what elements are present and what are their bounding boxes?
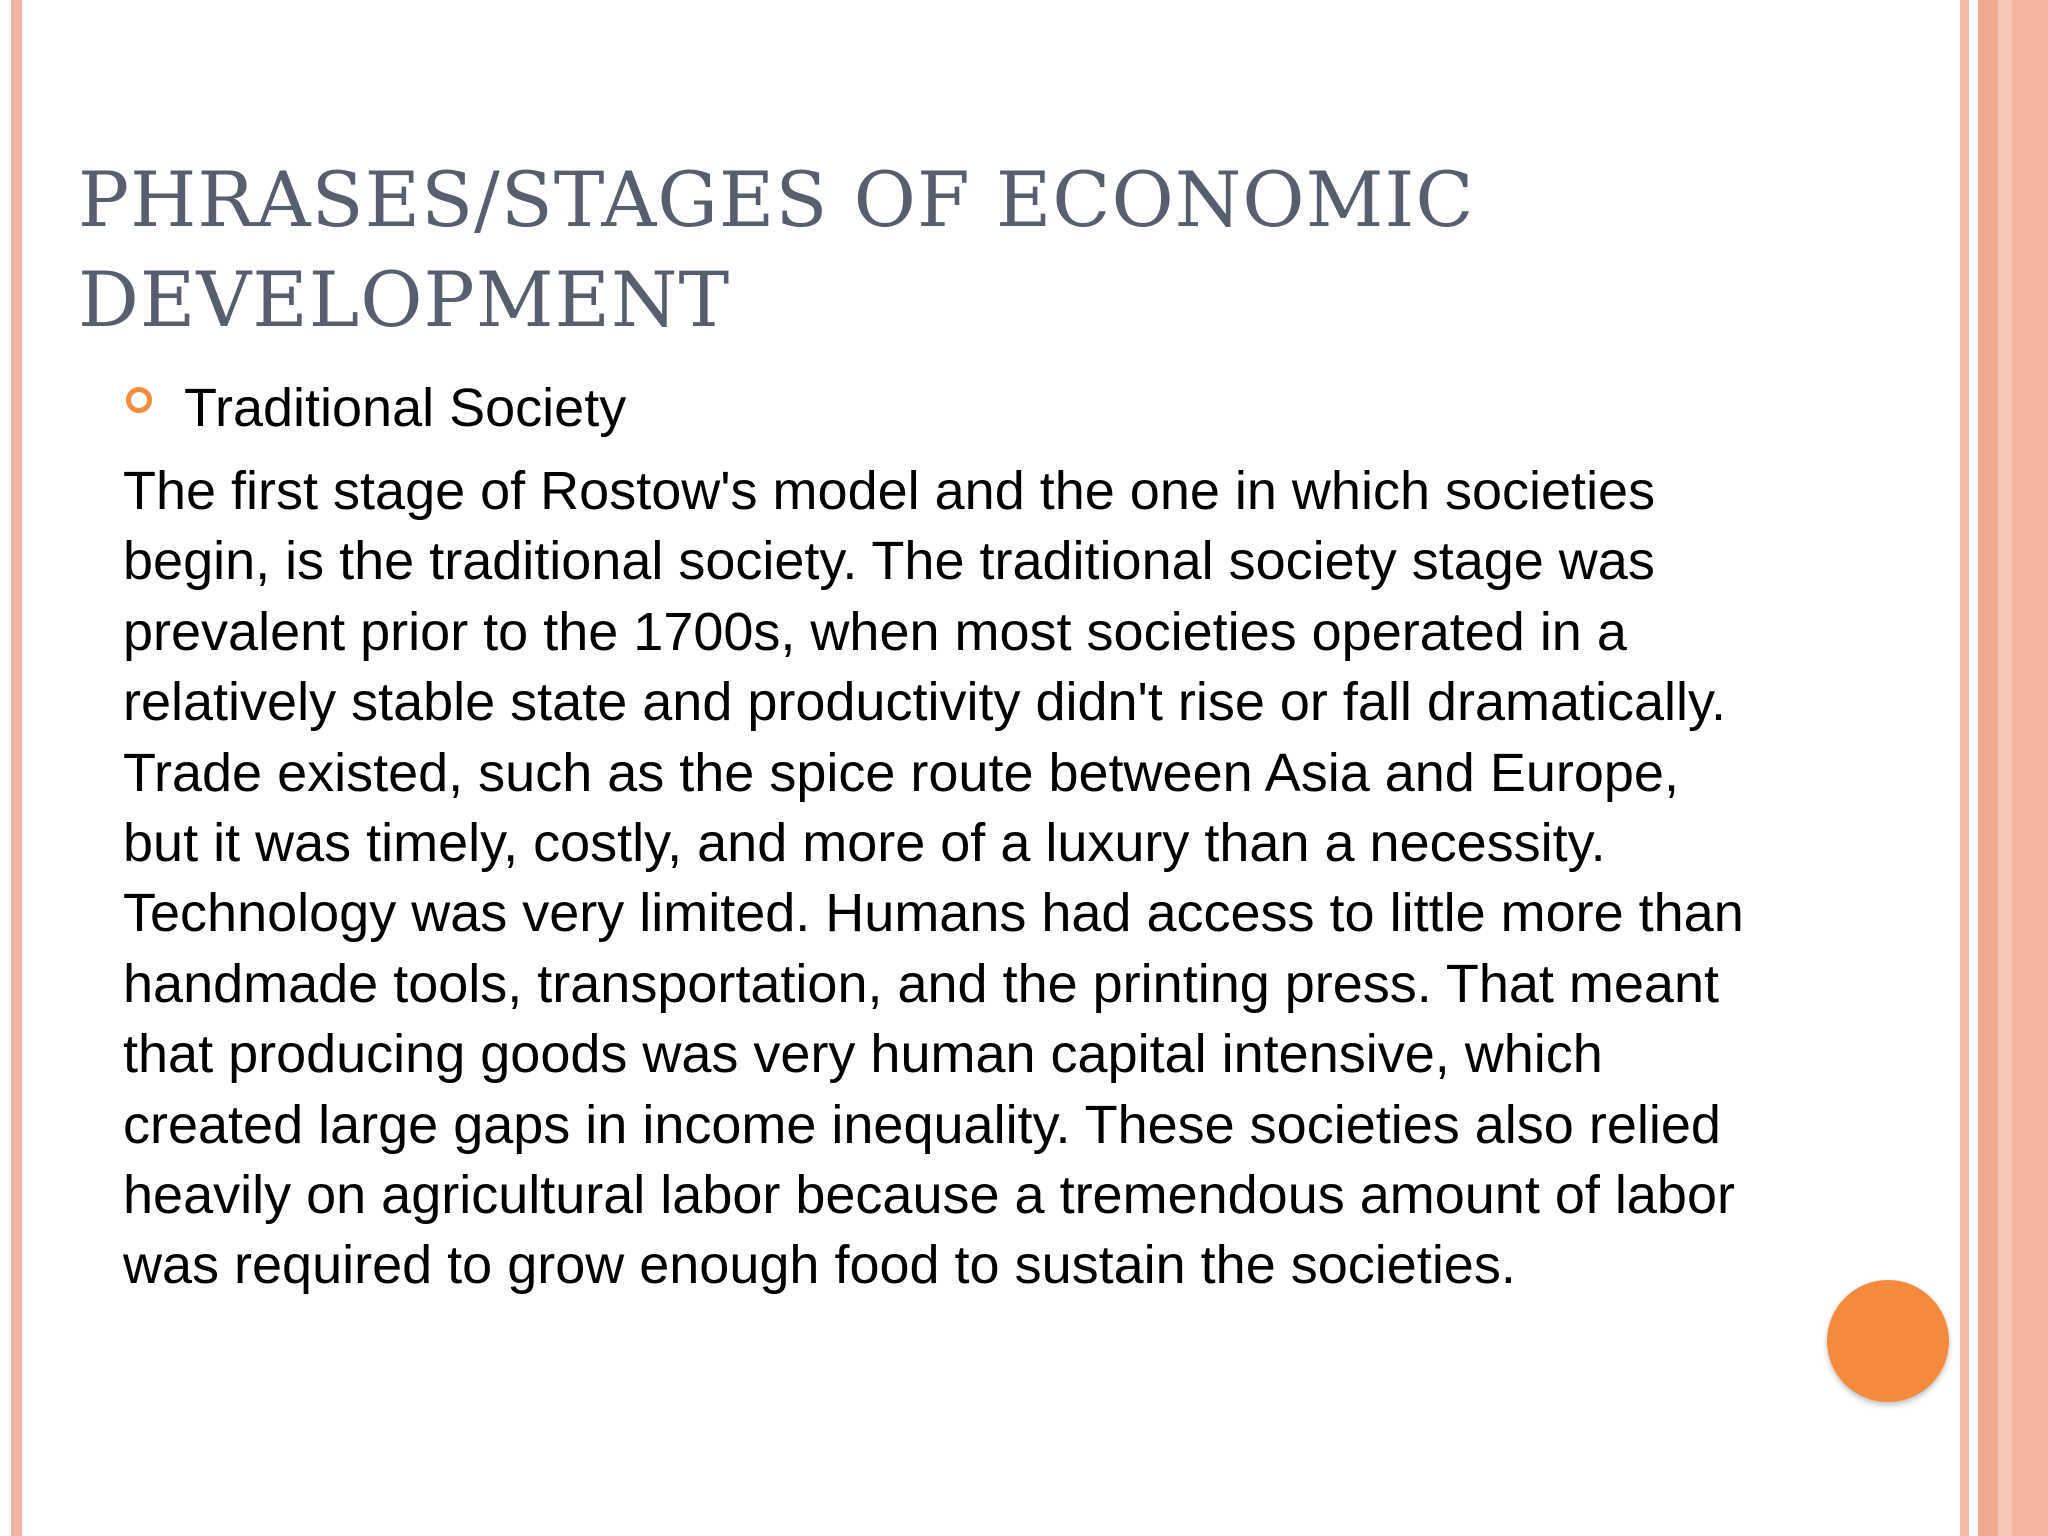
left-accent-stripe — [11, 0, 22, 1536]
slide-title: PHRASES/STAGES OF ECONOMIC DEVELOPMENT — [78, 155, 1475, 344]
right-accent-stripe — [1960, 0, 1969, 1536]
right-accent-stripe — [2012, 0, 2048, 1536]
decorative-circle-icon — [1827, 1280, 1949, 1402]
body-paragraph: The first stage of Rostow's model and the one in which societies begin, is the traditional society. The traditional society stage was prevalent prior to the 1700s, when most societies operated in a relatively stable state and productivity didn't rise or fall dramatically. Trade existed, such as the spice route between Asia and Europe, but it was timely, costly, and more of a luxury than a necessity. Technology was very limited. Humans had access to little more than handmade tools, transportation, and the printing press. That meant that producing goods was very human capital intensive, which created large gaps in income inequality. These societies also relied heavily on agricultural labor because a tremendous amount of labor was required to grow enough food to sustain the societies. — [123, 461, 1744, 1296]
ring-bullet-icon — [126, 387, 152, 413]
right-accent-stripe — [1978, 0, 1998, 1536]
bullet-item — [126, 376, 626, 440]
bullet-label: Traditional Society — [184, 378, 627, 438]
right-accent-stripe — [1998, 0, 2012, 1536]
